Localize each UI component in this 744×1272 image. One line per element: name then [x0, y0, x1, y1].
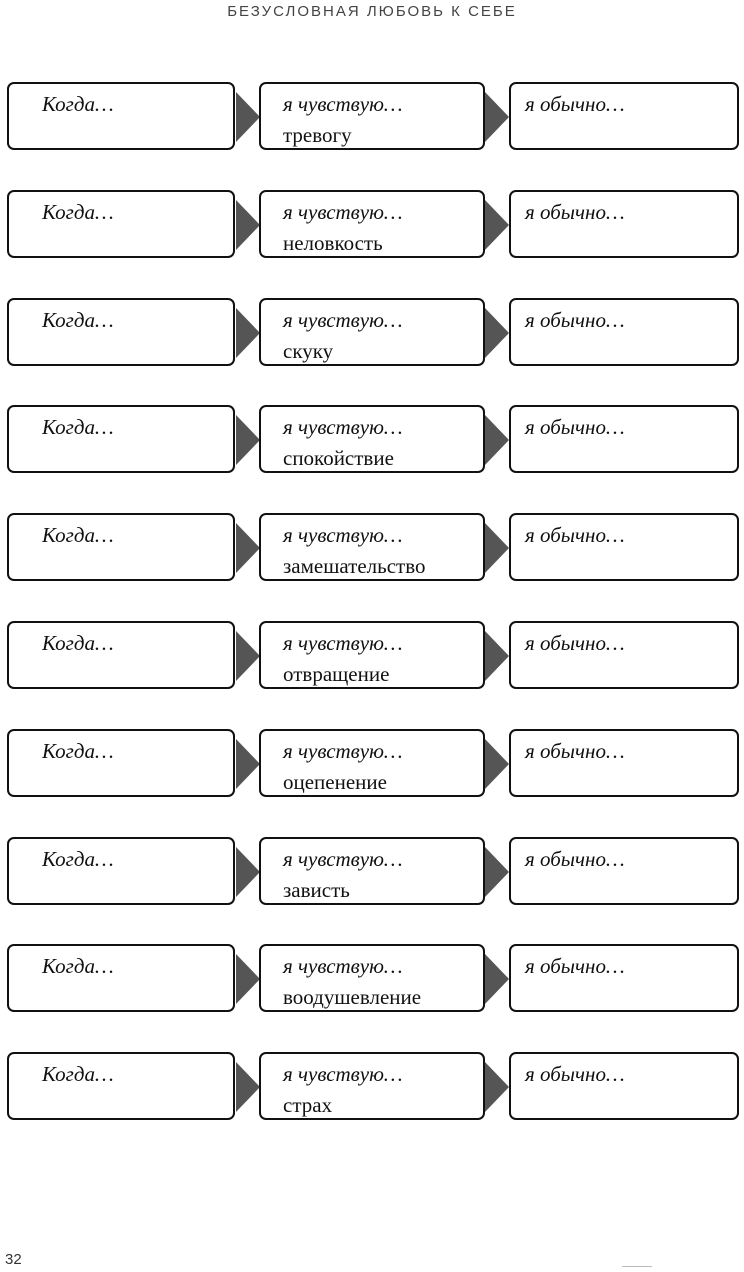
- emotion-label: неловкость: [283, 231, 383, 255]
- emotion-label: воодушевление: [283, 985, 422, 1009]
- worksheet-row: [0, 729, 744, 797]
- usual-reaction-field[interactable]: [509, 298, 739, 366]
- usual-reaction-field[interactable]: [509, 405, 739, 473]
- when-prompt: Когда…: [42, 739, 114, 763]
- worksheet-row: [0, 1052, 744, 1120]
- feeling-prompt: я чувствую…: [283, 415, 403, 439]
- when-field[interactable]: [7, 837, 235, 905]
- feeling-field: [259, 729, 485, 797]
- usual-reaction-field[interactable]: [509, 1052, 739, 1120]
- usual-reaction-field[interactable]: [509, 82, 739, 150]
- arrow-right-icon: [485, 739, 509, 789]
- usual-prompt: я обычно…: [525, 308, 625, 332]
- worksheet-row: [0, 82, 744, 150]
- when-field[interactable]: [7, 405, 235, 473]
- arrow-right-icon: [236, 847, 260, 897]
- feeling-field: [259, 621, 485, 689]
- feeling-field: [259, 1052, 485, 1120]
- usual-reaction-field[interactable]: [509, 190, 739, 258]
- feeling-field: [259, 298, 485, 366]
- emotion-label: оцепенение: [283, 770, 387, 794]
- worksheet-row: [0, 190, 744, 258]
- worksheet-row: [0, 944, 744, 1012]
- when-field[interactable]: [7, 729, 235, 797]
- feeling-prompt: я чувствую…: [283, 92, 403, 116]
- worksheet-row: [0, 513, 744, 581]
- emotion-label: спокойствие: [283, 446, 394, 470]
- when-prompt: Когда…: [42, 523, 114, 547]
- feeling-prompt: я чувствую…: [283, 200, 403, 224]
- arrow-right-icon: [236, 415, 260, 465]
- usual-prompt: я обычно…: [525, 415, 625, 439]
- feeling-prompt: я чувствую…: [283, 308, 403, 332]
- arrow-right-icon: [236, 1062, 260, 1112]
- when-prompt: Когда…: [42, 308, 114, 332]
- usual-prompt: я обычно…: [525, 92, 625, 116]
- feeling-field: [259, 82, 485, 150]
- when-field[interactable]: [7, 1052, 235, 1120]
- feeling-field: [259, 837, 485, 905]
- when-field[interactable]: [7, 944, 235, 1012]
- when-field[interactable]: [7, 621, 235, 689]
- arrow-right-icon: [236, 523, 260, 573]
- emotion-label: страх: [283, 1093, 333, 1117]
- arrow-right-icon: [485, 631, 509, 681]
- feeling-field: [259, 944, 485, 1012]
- emotion-label: отвращение: [283, 662, 390, 686]
- when-field[interactable]: [7, 513, 235, 581]
- feeling-prompt: я чувствую…: [283, 954, 403, 978]
- arrow-right-icon: [485, 200, 509, 250]
- arrow-right-icon: [236, 308, 260, 358]
- usual-reaction-field[interactable]: [509, 944, 739, 1012]
- worksheet-row: [0, 298, 744, 366]
- when-field[interactable]: [7, 190, 235, 258]
- feeling-prompt: я чувствую…: [283, 739, 403, 763]
- usual-reaction-field[interactable]: [509, 729, 739, 797]
- running-title: БЕЗУСЛОВНАЯ ЛЮБОВЬ К СЕБЕ: [227, 3, 517, 20]
- when-prompt: Когда…: [42, 200, 114, 224]
- usual-prompt: я обычно…: [525, 631, 625, 655]
- footer-divider: [622, 1266, 652, 1267]
- worksheet-row: [0, 837, 744, 905]
- arrow-right-icon: [485, 847, 509, 897]
- when-field[interactable]: [7, 82, 235, 150]
- usual-prompt: я обычно…: [525, 954, 625, 978]
- emotion-label: тревогу: [283, 123, 352, 147]
- arrow-right-icon: [236, 739, 260, 789]
- emotion-label: скуку: [283, 339, 334, 363]
- when-prompt: Когда…: [42, 92, 114, 116]
- usual-prompt: я обычно…: [525, 739, 625, 763]
- arrow-right-icon: [485, 308, 509, 358]
- arrow-right-icon: [485, 415, 509, 465]
- when-prompt: Когда…: [42, 631, 114, 655]
- arrow-right-icon: [485, 523, 509, 573]
- worksheet-row: [0, 405, 744, 473]
- when-prompt: Когда…: [42, 415, 114, 439]
- feeling-prompt: я чувствую…: [283, 1062, 403, 1086]
- feeling-field: [259, 405, 485, 473]
- arrow-right-icon: [485, 954, 509, 1004]
- when-prompt: Когда…: [42, 847, 114, 871]
- worksheet-row: [0, 621, 744, 689]
- feeling-field: [259, 190, 485, 258]
- feeling-prompt: я чувствую…: [283, 631, 403, 655]
- arrow-right-icon: [236, 631, 260, 681]
- when-prompt: Когда…: [42, 1062, 114, 1086]
- arrow-right-icon: [236, 954, 260, 1004]
- arrow-right-icon: [485, 1062, 509, 1112]
- usual-prompt: я обычно…: [525, 200, 625, 224]
- emotion-label: замешательство: [283, 554, 426, 578]
- arrow-right-icon: [236, 92, 260, 142]
- arrow-right-icon: [485, 92, 509, 142]
- page-number: 32: [5, 1251, 22, 1268]
- feeling-prompt: я чувствую…: [283, 847, 403, 871]
- usual-prompt: я обычно…: [525, 523, 625, 547]
- usual-reaction-field[interactable]: [509, 837, 739, 905]
- feeling-field: [259, 513, 485, 581]
- usual-prompt: я обычно…: [525, 847, 625, 871]
- usual-reaction-field[interactable]: [509, 621, 739, 689]
- usual-reaction-field[interactable]: [509, 513, 739, 581]
- emotion-label: зависть: [283, 878, 350, 902]
- when-prompt: Когда…: [42, 954, 114, 978]
- usual-prompt: я обычно…: [525, 1062, 625, 1086]
- when-field[interactable]: [7, 298, 235, 366]
- feeling-prompt: я чувствую…: [283, 523, 403, 547]
- arrow-right-icon: [236, 200, 260, 250]
